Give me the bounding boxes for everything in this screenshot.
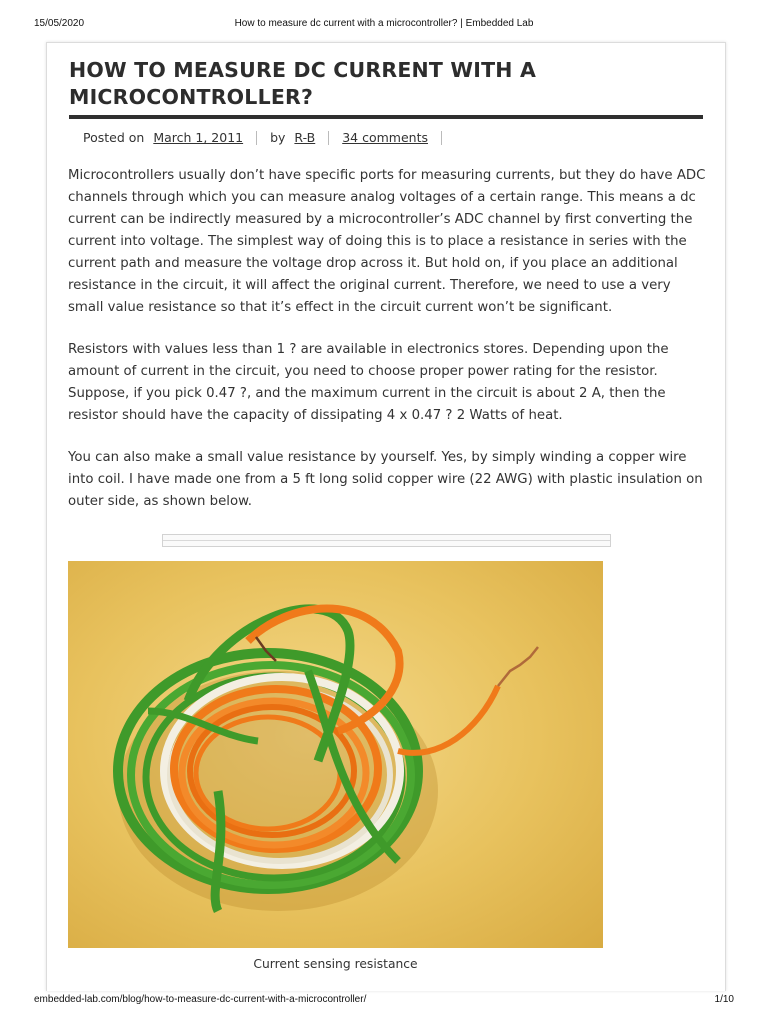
- author-link[interactable]: R-B: [294, 130, 316, 145]
- page-number: 1/10: [714, 994, 734, 1005]
- print-url: embedded-lab.com/blog/how-to-measure-dc-current-with-a-microcontroller/: [34, 994, 367, 1005]
- embedded-placeholder: [162, 534, 611, 547]
- print-date: 15/05/2020: [34, 18, 85, 29]
- figure-caption: Current sensing resistance: [253, 957, 418, 971]
- title-underline: [69, 115, 703, 119]
- article-paragraph: Resistors with values less than 1 ? are available in electronics stores. Depending upon the amount of current in the circuit, you need to choose proper power rating for the resistor. Suppose, if you pick 0.47 ?, and the maximum current in the circuit is about 2 A, then the resistor should have the capacity of dissipating 4 x 0.47 ? 2 Watts of heat.: [68, 342, 669, 423]
- meta-divider: [441, 131, 442, 145]
- article-paragraph: Microcontrollers usually don’t have specific ports for measuring currents, but they do have ADC channels through which you can measure analog voltages of a certain range. This means a dc current can be indirectly measured by a microcontroller’s ADC channel by first converting the current into voltage. The simplest way of doing this is to place a resistance in series with the current path and measure the voltage drop across it. But hold on, if you place an additional resistance in the circuit, it will affect the original current. Therefore, we need to use a very small value resistance so that it’s effect in the circuit current won’t be significant.: [68, 168, 706, 315]
- article-card: [46, 42, 726, 991]
- meta-divider: [256, 131, 257, 145]
- posted-on-label: Posted on: [83, 130, 145, 145]
- print-footer: [34, 994, 734, 1008]
- post-date-link[interactable]: March 1, 2011: [153, 130, 244, 145]
- article-title: HOW TO MEASURE DC CURRENT WITH A MICROCONTROLLER?: [69, 58, 537, 109]
- meta-divider: [328, 131, 329, 145]
- comments-link[interactable]: 34 comments: [342, 130, 428, 145]
- wire-coil-photo: [68, 561, 603, 948]
- by-label: by: [270, 130, 286, 145]
- print-doc-title: How to measure dc current with a microcontroller? | Embedded Lab: [234, 18, 534, 29]
- article-paragraph: You can also make a small value resistance by yourself. Yes, by simply winding a copper wire into coil. I have made one from a 5 ft long solid copper wire (22 AWG) with plastic insulation on outer side, as shown below.: [68, 450, 703, 509]
- print-header: [34, 18, 734, 32]
- wire-coil-illustration: [68, 561, 603, 948]
- post-meta: [83, 129, 451, 149]
